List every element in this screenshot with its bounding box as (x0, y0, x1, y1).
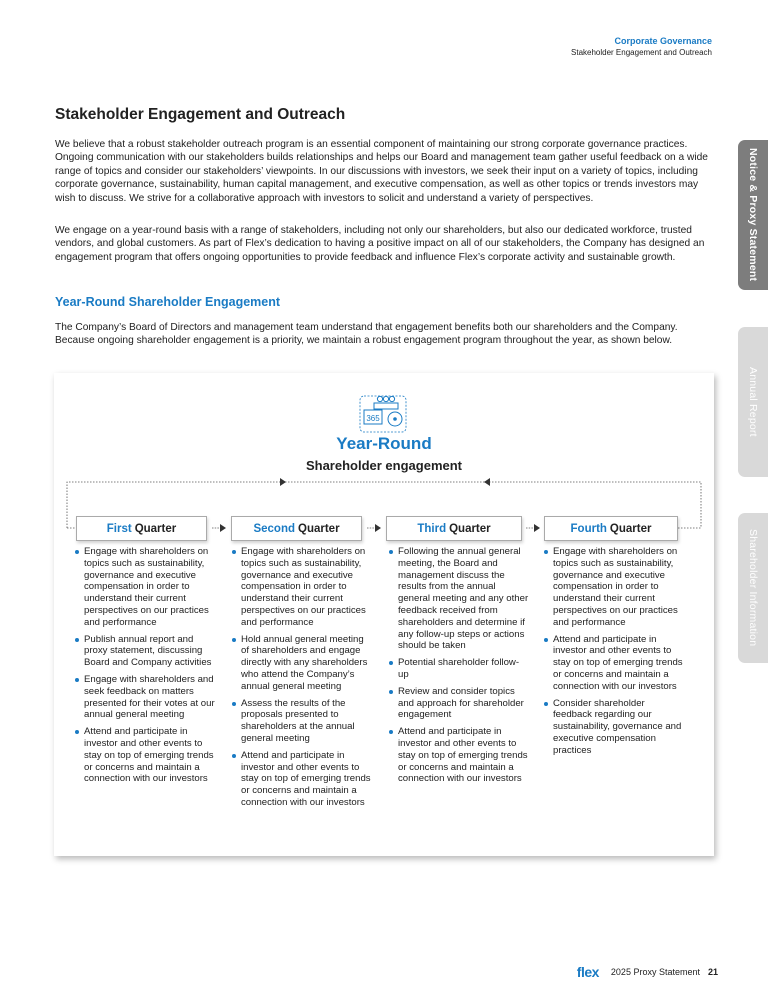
engagement-paragraph: We engage on a year-round basis with a range of stakeholders, including not only our shareholders, but also our dedicated workforce, trusted vendors, and global customers. As part of Flex’s dedication to having a positive impact on all of our stakeholders, the Company has designed an engagement program that offers ongoing opportunities to provide feedback and influence Flex’s corporate activity and sustainable growth. (55, 225, 705, 263)
document-title: 2025 Proxy Statement (610, 967, 700, 977)
quarter-label: Quarter (298, 522, 340, 535)
list-item: Hold annual general meeting of shareholders and engage directly with any shareholders who attend the Company’s annual general meeting (232, 634, 372, 693)
quarter-ordinal: Second (253, 522, 295, 535)
list-item: Attend and participate in investor and other events to stay on top of emerging trends or concerns and maintain a connection with our investors (389, 726, 529, 785)
list-item: Potential shareholder follow-up (389, 657, 529, 681)
arrow-right-icon (526, 522, 540, 534)
list-item: Attend and participate in investor and other events to stay on top of emerging trends or concerns and maintain a connection with our investors (232, 750, 372, 809)
quarter-ordinal: First (106, 522, 132, 535)
calendar-icon (358, 392, 408, 434)
page-footer (577, 964, 718, 980)
arrow-right-icon (367, 522, 381, 534)
quarter-third (386, 516, 522, 541)
list-item: Consider shareholder feedback regarding our sustainability, governance and executive compensation practices (544, 698, 684, 757)
graphic-title: Year-Round (336, 434, 432, 453)
page-header (571, 36, 712, 58)
page-title: Stakeholder Engagement and Outreach (55, 106, 346, 123)
list-item: Engage with shareholders on topics such as sustainability, governance and executive compensation in order to understand their current perspectives on our practices and performance (75, 546, 215, 629)
list-item: Review and consider topics and approach for shareholder engagement (389, 686, 529, 721)
list-item: Assess the results of the proposals presented to shareholders at the annual general meeting (232, 698, 372, 745)
quarter-ordinal: Fourth (570, 522, 607, 535)
quarter-second (231, 516, 362, 541)
quarter-fourth (544, 516, 678, 541)
list-item: Following the annual general meeting, the Board and management discuss the results from the annual general meeting and any other feedback received from shareholders and determine if any follow-up steps or actions should be taken (389, 546, 529, 652)
list-item: Engage with shareholders and seek feedback on matters presented for their votes at our annual general meeting (75, 674, 215, 721)
side-tab-shareholder-info[interactable] (738, 513, 768, 663)
intro-paragraph: We believe that a robust stakeholder outreach program is an essential component of maintaining our strong corporate governance practices. Ongoing communication with our stakeholders builds relationships and helps our Board and management team gather useful feedback on a wide range of topics and consider our stakeholders’ viewpoints. In our discussions with investors, we seek their input on a variety of topics, including corporate governance, sustainability, human capital management, and executive compensation, as well as other topics or trends investors may wish to discuss. We strive for a collaborative approach with investors to solicit and understand a variety of perspectives. (55, 139, 708, 204)
fourth-quarter-list (544, 546, 684, 762)
page-number: 21 (707, 967, 718, 977)
graphic-subtitle: Shareholder engagement (305, 458, 463, 473)
quarter-label: Quarter (609, 522, 652, 535)
side-tab-label: Shareholder Information (747, 529, 759, 647)
quarter-first (76, 516, 207, 541)
board-paragraph: The Company’s Board of Directors and management team understand that engagement benefits both our shareholders and the Company. Because ongoing shareholder engagement is a priority, we maintain a robust engagement program throughout the year, as shown below. (55, 322, 678, 347)
list-item: Attend and participate in investor and other events to stay on top of emerging trends or concerns and maintain a connection with our investors (75, 726, 215, 785)
list-item: Attend and participate in investor and other events to stay on top of emerging trends or concerns and maintain a connection with our investors (544, 634, 684, 693)
second-quarter-list (232, 546, 372, 814)
list-item: Engage with shareholders on topics such as sustainability, governance and executive compensation in order to understand their current perspectives on our practices and performance (232, 546, 372, 629)
third-quarter-list (389, 546, 529, 790)
list-item: Engage with shareholders on topics such as sustainability, governance and executive compensation in order to understand their current perspectives on our practices and performance (544, 546, 684, 629)
quarter-label: Quarter (134, 522, 177, 535)
side-tab-label: Notice & Proxy Statement (747, 148, 759, 282)
side-tab-label: Annual Report (747, 367, 759, 437)
side-tab-annual-report[interactable] (738, 327, 768, 477)
quarter-ordinal: Third (417, 522, 447, 535)
quarter-label: Quarter (449, 522, 491, 535)
section-heading: Year-Round Shareholder Engagement (55, 295, 281, 309)
header-section: Corporate Governance (614, 36, 712, 46)
arrow-right-icon (212, 522, 226, 534)
first-quarter-list (75, 546, 215, 790)
header-subsection: Stakeholder Engagement and Outreach (571, 48, 712, 57)
calendar-number: 365 (366, 414, 380, 423)
list-item: Publish annual report and proxy statement, discussing Board and Company activities (75, 634, 215, 669)
flex-logo: flex (576, 964, 599, 980)
side-tab-notice-proxy[interactable] (738, 140, 768, 290)
